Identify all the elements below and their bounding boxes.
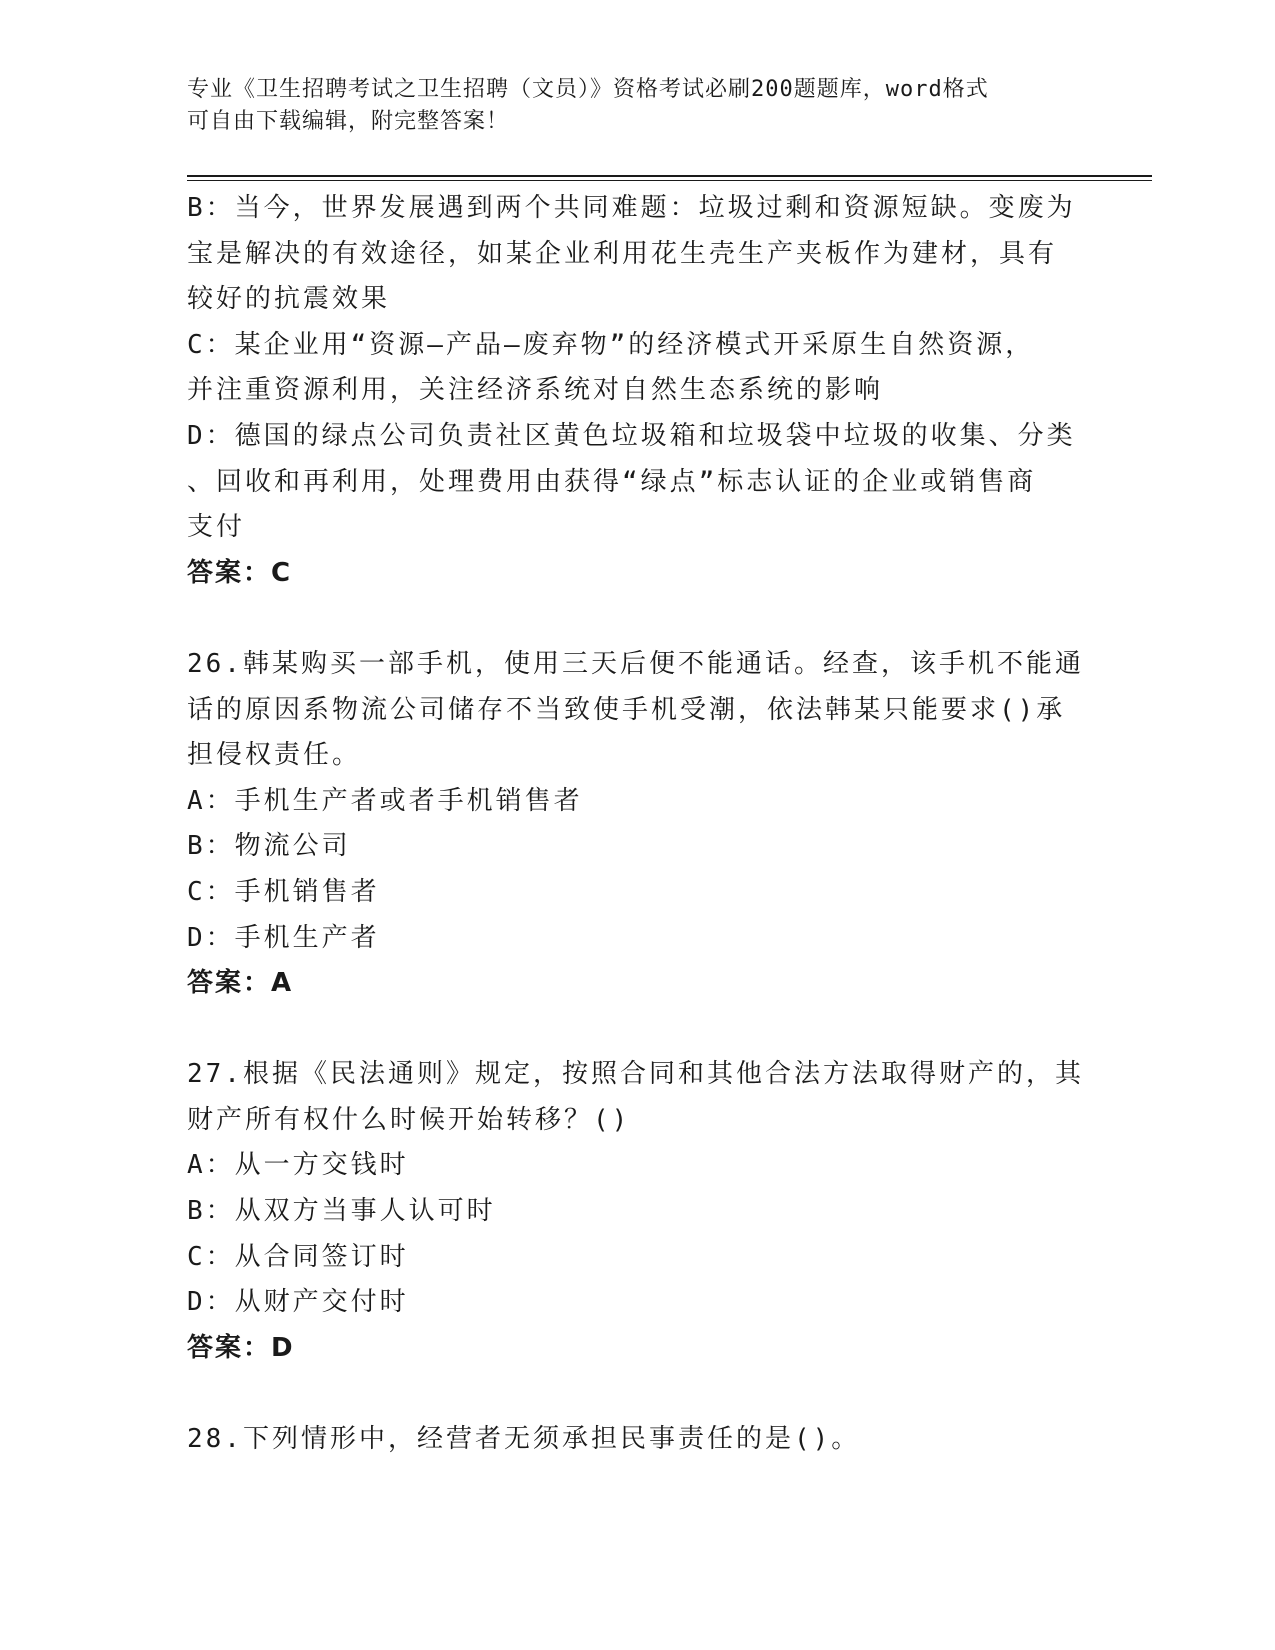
option-b <box>187 186 1087 323</box>
question-stem-line-1: 27.根据《民法通则》规定，按照合同和其他合法方法取得财产的，其 <box>187 1059 1084 1090</box>
option-a: A：手机生产者或者手机销售者 <box>187 785 583 816</box>
question-content <box>187 186 1087 1463</box>
header-divider-thin <box>187 180 1152 181</box>
option-d: D：手机生产者 <box>187 922 380 953</box>
option-c: C：手机销售者 <box>187 876 380 907</box>
option-d-line-3: 支付 <box>187 512 246 543</box>
option-c-line-2: 并注重资源利用，关注经济系统对自然生态系统的影响 <box>187 375 884 406</box>
option-b: B：从双方当事人认可时 <box>187 1196 496 1227</box>
question-26 <box>187 642 1087 1007</box>
option-b-line-1: B：当今，世界发展遇到两个共同难题：垃圾过剩和资源短缺。变废为 <box>187 193 1076 223</box>
question-27 <box>187 1052 1087 1371</box>
answer: 答案：A <box>187 968 294 999</box>
option-d-line-2: 、回收和再利用，处理费用由获得“绿点”标志认证的企业或销售商 <box>187 466 1037 497</box>
option-d-line-1: D：德国的绿点公司负责社区黄色垃圾箱和垃圾袋中垃圾的收集、分类 <box>187 420 1076 451</box>
header-title-line-1: 专业《卫生招聘考试之卫生招聘（文员）》资格考试必刷200题题库，word格式 <box>187 77 989 102</box>
option-b-line-2: 宝是解决的有效途径，如某企业利用花生壳生产夹板作为建材，具有 <box>187 238 1058 269</box>
option-a: A：从一方交钱时 <box>187 1150 409 1181</box>
header-divider-thick <box>187 175 1152 177</box>
option-b-line-3: 较好的抗震效果 <box>187 284 391 315</box>
question-stem-line-2: 财产所有权什么时候开始转移？() <box>187 1104 631 1135</box>
option-c <box>187 323 1087 414</box>
question-stem <box>187 642 1087 779</box>
question-stem-line-2: 话的原因系物流公司储存不当致使手机受潮，依法韩某只能要求()承 <box>187 694 1066 725</box>
option-b: B：物流公司 <box>187 831 351 862</box>
answer: 答案：C <box>187 557 293 588</box>
question-stem-line-1: 26.韩某购买一部手机，使用三天后便不能通话。经查，该手机不能通 <box>187 648 1084 679</box>
question-stem <box>187 1052 1087 1143</box>
option-c-line-1: C：某企业用“资源—产品—废弃物”的经济模式开采原生自然资源， <box>187 329 1035 360</box>
question-spacer <box>187 596 1087 642</box>
option-c: C：从合同签订时 <box>187 1241 409 1272</box>
option-d: D：从财产交付时 <box>187 1287 409 1318</box>
question-28 <box>187 1417 1087 1463</box>
option-d <box>187 414 1087 551</box>
header-title-line-2: 可自由下载编辑，附完整答案！ <box>187 109 510 134</box>
question-stem: 28.下列情形中，经营者无须承担民事责任的是()。 <box>187 1424 861 1455</box>
question-stem-line-3: 担侵权责任。 <box>187 740 362 771</box>
question-spacer <box>187 1007 1087 1053</box>
question-spacer <box>187 1371 1087 1417</box>
question-25 <box>187 186 1087 596</box>
page-header <box>187 74 1067 138</box>
answer: 答案：D <box>187 1332 295 1363</box>
